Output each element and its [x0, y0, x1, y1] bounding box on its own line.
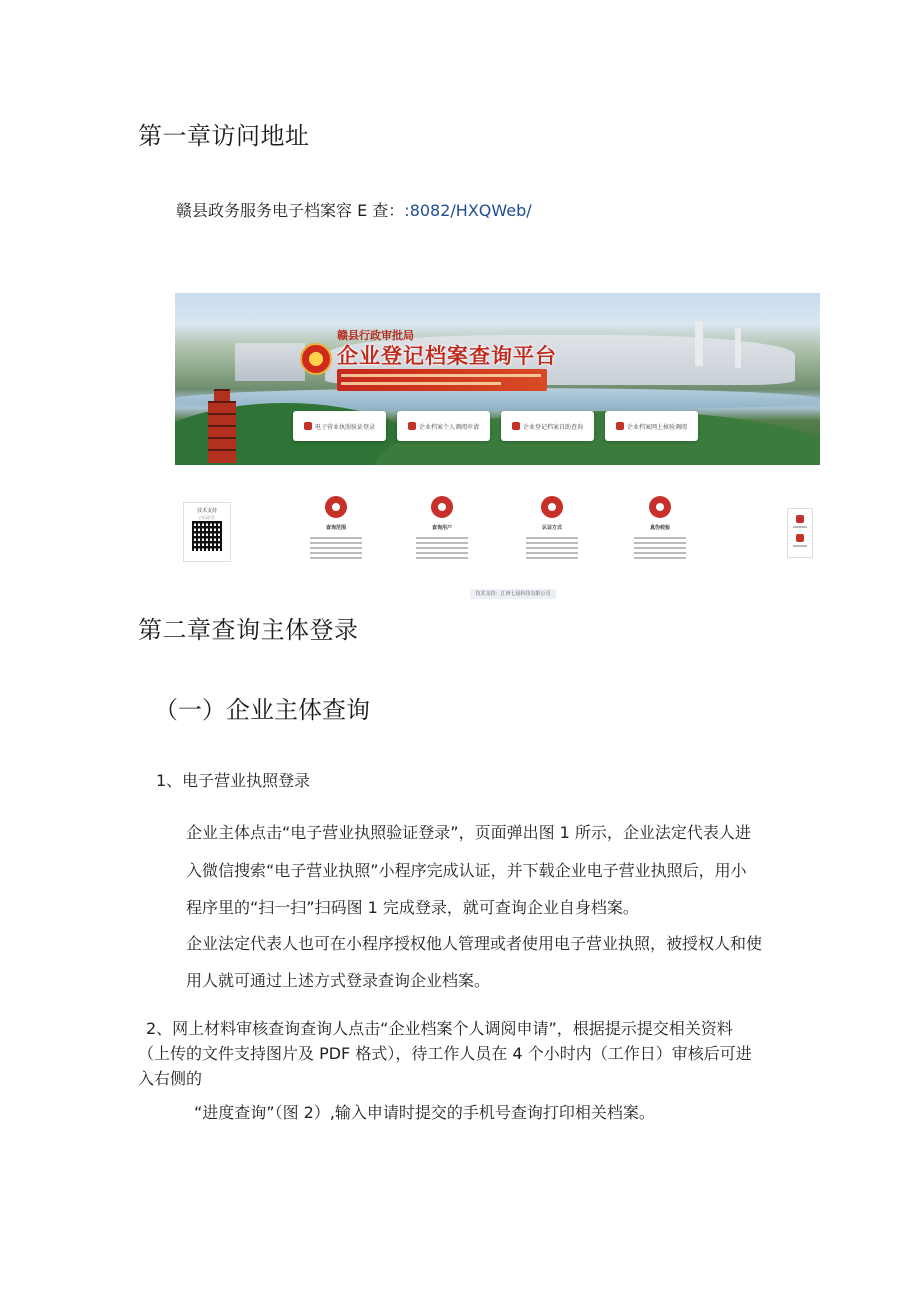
para1-line2: 入微信搜索“电子营业执照”小程序完成认证，并下载企业电子营业执照后，用小 [186, 861, 747, 880]
tech-support-card [183, 502, 231, 562]
apply-icon [408, 422, 416, 430]
address-label: 赣县政务服务电子档案容 E 查： [176, 201, 405, 220]
qr-code-icon [192, 521, 222, 551]
para2-line2: 用人就可通过上述方式登录查询企业档案。 [186, 971, 491, 990]
pagoda-illustration [208, 383, 236, 461]
item2-line2: （上传的文件支持图片及 PDF 格式），待工作人员在 4 个小时内（工作日）审核后可进 [138, 1044, 752, 1063]
section1-title: （一）企业主体查询 [154, 696, 370, 724]
verify-icon [616, 422, 624, 430]
platform-title: 企业登记档案查询平台 [337, 344, 557, 368]
para1-line3: 程序里的“扫一扫”扫码图 1 完成登录，就可查询企业自身档案。 [186, 898, 639, 917]
platform-screenshot [175, 293, 820, 609]
item1-title: 1、电子营业执照登录 [156, 771, 311, 790]
feature-auth-method: 认证方式 [517, 496, 587, 561]
manual-icon[interactable] [796, 534, 804, 542]
platform-banner [175, 293, 820, 465]
tech-support-label: 技术支持 [196, 508, 217, 514]
btn-personal-apply[interactable]: 企业档案个人调阅申请 [397, 411, 490, 441]
item2-line3: 入右侧的 [138, 1069, 203, 1088]
query-icon [512, 422, 520, 430]
slogan-ribbon [337, 369, 547, 391]
user-icon [431, 496, 453, 518]
access-address [176, 198, 532, 221]
search-icon [325, 496, 347, 518]
side-contact-card[interactable] [787, 508, 813, 558]
platform-info-panel [175, 488, 820, 597]
phone-icon[interactable] [796, 515, 804, 523]
btn-license-login[interactable]: 电子营业执照验证登录 [293, 411, 386, 441]
item2-line1: 2、网上材料审核查询查询人点击“企业档案个人调阅申请”，根据提示提交相关资料 [146, 1019, 733, 1038]
item2-line4: “进度查询”（图 2）,输入申请时提交的手机号查询打印相关档案。 [194, 1103, 655, 1122]
national-emblem-icon [300, 343, 332, 375]
para2-line1: 企业法定代表人也可在小程序授权他人管理或者使用电子营业执照，被授权人和使 [186, 934, 763, 953]
document-icon [649, 496, 671, 518]
chapter1-title: 第一章访问地址 [138, 122, 310, 150]
btn-self-query[interactable]: 企业登记档案自助查询 [501, 411, 594, 441]
tech-support-sub: 扫码联系 [199, 515, 215, 520]
btn-online-verify[interactable]: 企业档案网上核验调阅 [605, 411, 698, 441]
check-icon [541, 496, 563, 518]
license-icon [304, 422, 312, 430]
address-link[interactable]: :8082/HXQWeb/ [404, 201, 532, 220]
feature-query-users: 查询用户 [407, 496, 477, 561]
chapter2-title: 第二章查询主体登录 [138, 616, 359, 644]
feature-authenticity: 真伪校验 [625, 496, 695, 561]
tech-support-footer: 技术支持：江西七晨科技有限公司 [470, 589, 556, 599]
feature-query-scope: 查询范围 [301, 496, 371, 561]
bureau-name: 赣县行政审批局 [337, 329, 414, 342]
para1-line1: 企业主体点击“电子营业执照验证登录”，页面弹出图 1 所示，企业法定代表人进 [186, 823, 751, 842]
